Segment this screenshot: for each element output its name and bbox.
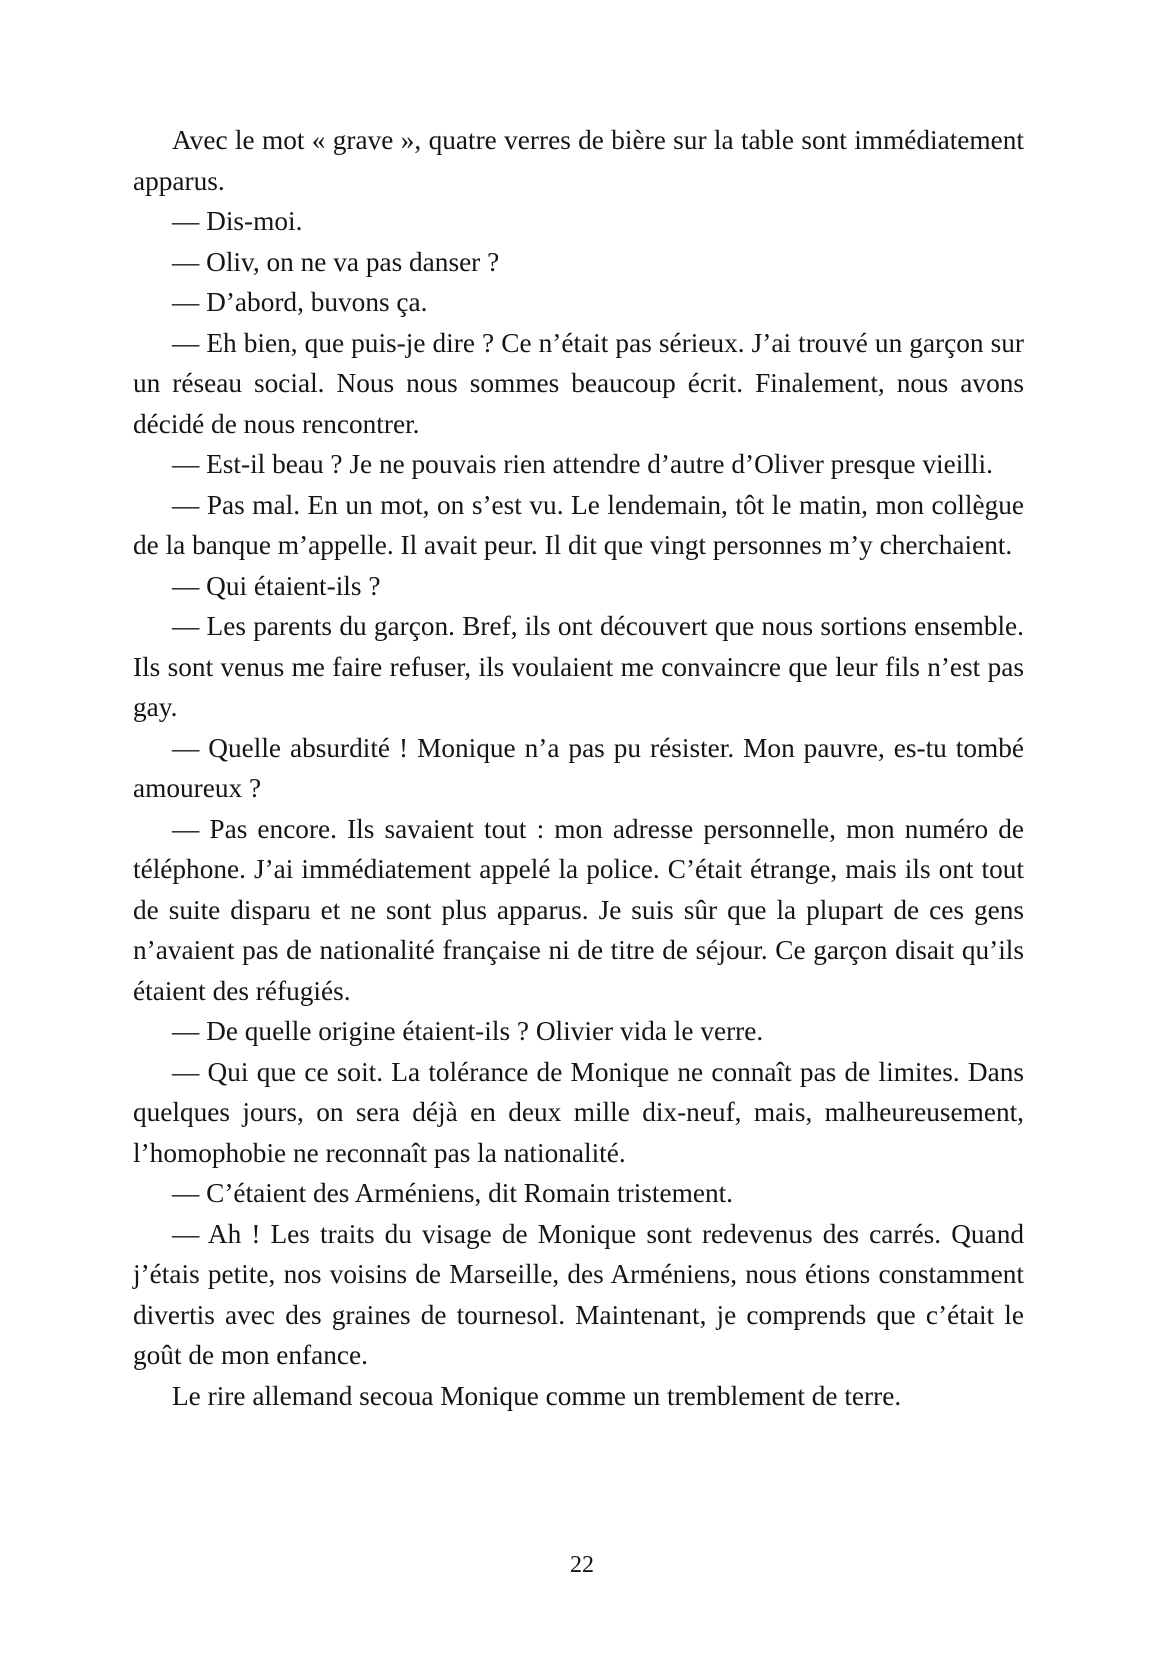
paragraph: Avec le mot « grave », quatre verres de bière sur la table sont immédiatement apparus. <box>133 125 1024 196</box>
dialogue-line: — Dis-moi. <box>172 206 303 236</box>
dialogue-line: — Ah ! Les traits du visage de Monique sont redevenus des carrés. Quand j’étais petite, nos voisins de Marseille, des Arméniens, nous étions constamment divertis avec des graines de tournesol. Maintenant, je comprends que c’était le goût de mon enfance. <box>133 1218 1024 1370</box>
dialogue-line: — Oliv, on ne va pas danser ? <box>172 246 500 277</box>
dialogue-line: — Eh bien, que puis-je dire ? Ce n’était pas sérieux. J’ai trouvé un garçon sur un réseau social. Nous nous sommes beaucoup écrit. Finalement, nous avons décidé de nous rencontrer. <box>133 327 1024 439</box>
dialogue-line: — C’étaient des Arméniens, dit Romain tristement. <box>172 1178 733 1208</box>
dialogue-line: — D’abord, buvons ça. <box>172 287 428 317</box>
dialogue-line: — De quelle origine étaient-ils ? Olivier vida le verre. <box>172 1016 764 1046</box>
paragraph: Le rire allemand secoua Monique comme un tremblement de terre. <box>172 1380 902 1411</box>
page-number: 22 <box>570 1552 594 1578</box>
dialogue-line: — Pas encore. Ils savaient tout : mon adresse personnelle, mon numéro de téléphone. J’ai immédiatement appelé la police. C’était étrange, mais ils ont tout de suite disparu et ne sont plus apparus. Je suis sûr que la plupart de ces gens n’avaient pas de nationalité française ni de titre de séjour. Ce garçon disait qu’ils étaient des réfugiés. <box>133 813 1024 1006</box>
dialogue-line: — Quelle absurdité ! Monique n’a pas pu résister. Mon pauvre, es-tu tombé amoureux ? <box>133 732 1024 803</box>
body-text <box>133 120 1024 1416</box>
dialogue-line: — Qui que ce soit. La tolérance de Monique ne connaît pas de limites. Dans quelques jours, on sera déjà en deux mille dix-neuf, mais, malheureusement, l’homophobie ne reconnaît pas la nationalité. <box>133 1056 1024 1168</box>
dialogue-line: — Qui étaient-ils ? <box>172 570 381 601</box>
dialogue-line: — Pas mal. En un mot, on s’est vu. Le lendemain, tôt le matin, mon collègue de la banque m’appelle. Il avait peur. Il dit que vingt personnes m’y cherchaient. <box>133 489 1024 560</box>
dialogue-line: — Est-il beau ? Je ne pouvais rien attendre d’autre d’Oliver presque vieilli. <box>172 449 993 479</box>
dialogue-line: — Les parents du garçon. Bref, ils ont découvert que nous sortions ensemble. Ils sont venus me faire refuser, ils voulaient me convaincre que leur fils n’est pas gay. <box>133 611 1024 722</box>
